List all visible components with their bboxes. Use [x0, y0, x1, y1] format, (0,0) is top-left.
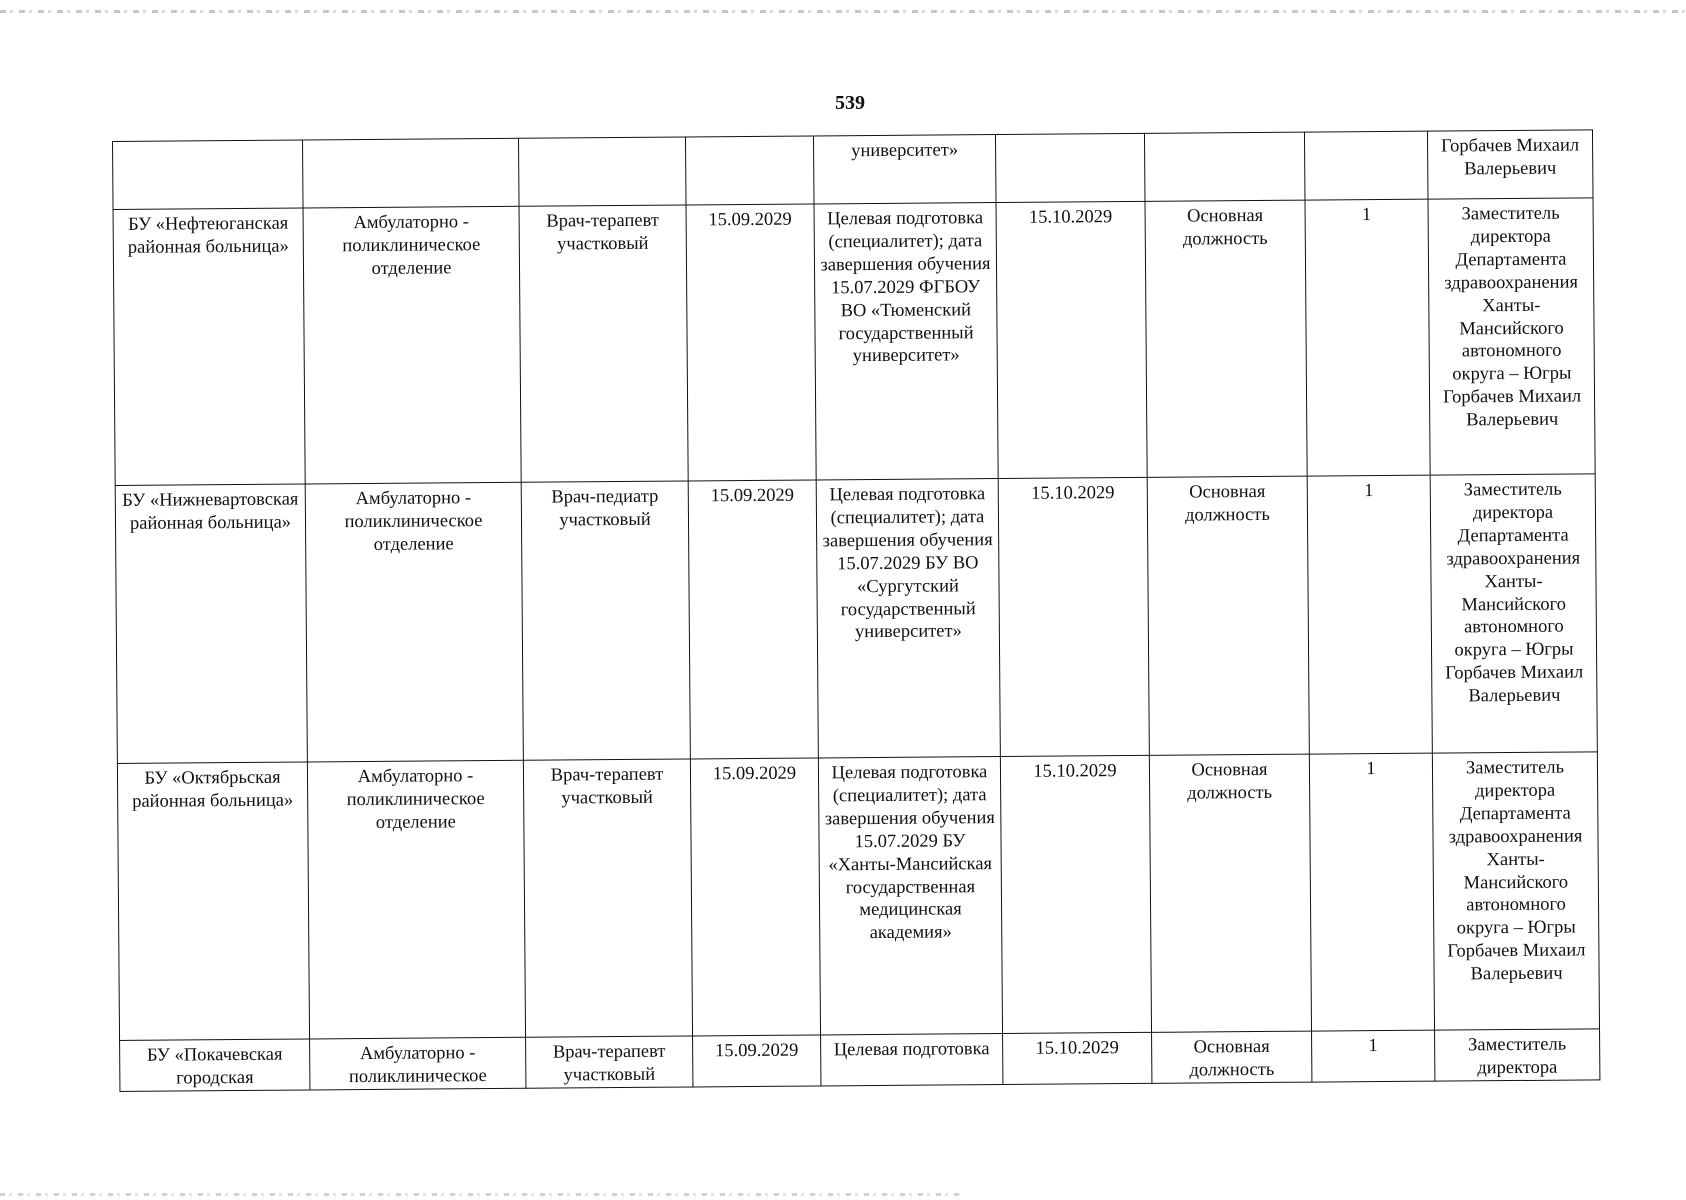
cell-department: Амбулаторно - поликлиническое отделение [303, 206, 521, 484]
cell-position: Врач-педиатр участковый [521, 481, 690, 760]
table-row [117, 752, 1599, 1041]
cell-organization: БУ «Нижневартовская районная больница» [115, 484, 307, 763]
cell-job-type [1152, 1031, 1312, 1083]
cell-date-hire [1003, 1032, 1152, 1084]
cell-date-start-text: 15.09.2029 [714, 1040, 799, 1062]
cell-position: Врач-терапевт участковый [519, 205, 688, 482]
table-row-continuation [113, 130, 1593, 210]
cell-contact-text: Заместитель директора [1468, 1034, 1567, 1079]
cell-contact: Заместитель директора Департамента здравоохранения Ханты-Мансийского автономного округа – Югры Горбачев Михаил Валерьевич [1432, 752, 1599, 1030]
cell-count [1312, 1030, 1435, 1082]
cell-empty [995, 133, 1145, 202]
cell-job-type: Основная должность [1145, 200, 1307, 477]
cell-job-type: Основная должность [1149, 754, 1311, 1032]
cell-date-start: 15.09.2029 [690, 758, 820, 1036]
cell-education-text: Целевая подготовка [833, 1039, 990, 1061]
cell-date-start [693, 1035, 821, 1087]
cell-empty [1304, 131, 1428, 200]
cell-count: 1 [1307, 475, 1432, 754]
scan-edge-top [0, 10, 1686, 13]
cell-organization: БУ «Нефтеюганская районная больница» [113, 208, 305, 485]
cell-date-hire-text: 15.10.2029 [1035, 1038, 1119, 1059]
cell-position [526, 1036, 693, 1088]
cell-date-start: 15.09.2029 [686, 204, 816, 481]
cell-education: Целевая подготовка (специалитет); дата завершения обучения 15.07.2029 БУ ВО «Сургутский государственный университет» [816, 479, 1000, 758]
cell-count: 1 [1309, 753, 1434, 1031]
cell-job-type-text: Основная должность [1189, 1036, 1275, 1081]
cell-department: Амбулаторно - поликлиническое отделение [307, 760, 525, 1039]
cell-empty [685, 136, 814, 205]
cell-date-hire: 15.10.2029 [1000, 755, 1151, 1033]
cell-department: Амбулаторно - поликлиническое отделение [305, 482, 523, 762]
cell-contact: Горбачев Михаил Валерьевич [1427, 130, 1593, 199]
cell-empty [518, 137, 686, 206]
cell-department-text: Амбулаторно - поликлиническое [348, 1043, 487, 1088]
cell-date-hire: 15.10.2029 [998, 477, 1149, 756]
cell-count-text: 1 [1368, 1036, 1378, 1057]
cell-education [821, 1034, 1003, 1086]
cell-position-text: Врач-терапевт участковый [552, 1041, 666, 1086]
cell-education: Целевая подготовка (специалитет); дата завершения обучения 15.07.2029 БУ «Ханты-Мансийская государственная медицинская академия» [818, 757, 1002, 1035]
table-row [115, 474, 1597, 764]
cell-organization: БУ «Октябрьская районная больница» [117, 762, 309, 1040]
cell-organization [120, 1039, 310, 1091]
cell-empty [1144, 132, 1305, 201]
page-number: 539 [835, 92, 865, 114]
cell-date-hire: 15.10.2029 [996, 201, 1147, 478]
cell-contact [1435, 1029, 1600, 1081]
cell-contact: Заместитель директора Департамента здравоохранения Ханты-Мансийского автономного округа – Югры Горбачев Михаил Валерьевич [1428, 198, 1595, 475]
cell-empty [113, 140, 304, 209]
cell-empty [302, 138, 519, 208]
scan-edge-bottom [0, 1193, 960, 1196]
cell-education: университет» [813, 135, 996, 204]
cell-education: Целевая подготовка (специалитет); дата завершения обучения 15.07.2029 ФГБОУ ВО «Тюменский государственный университет» [814, 203, 998, 480]
cell-contact: Заместитель директора Департамента здравоохранения Ханты-Мансийского автономного округа – Югры Горбачев Михаил Валерьевич [1430, 474, 1597, 753]
cell-organization-text: БУ «Покачевская городская [146, 1044, 283, 1089]
vacancy-table [112, 129, 1600, 1092]
cell-job-type: Основная должность [1147, 476, 1309, 755]
cell-position: Врач-терапевт участковый [523, 759, 692, 1037]
cell-department [310, 1037, 526, 1090]
table-row-truncated [120, 1029, 1600, 1092]
cell-count: 1 [1305, 199, 1430, 476]
cell-date-start: 15.09.2029 [688, 480, 818, 759]
table-row [113, 198, 1595, 486]
